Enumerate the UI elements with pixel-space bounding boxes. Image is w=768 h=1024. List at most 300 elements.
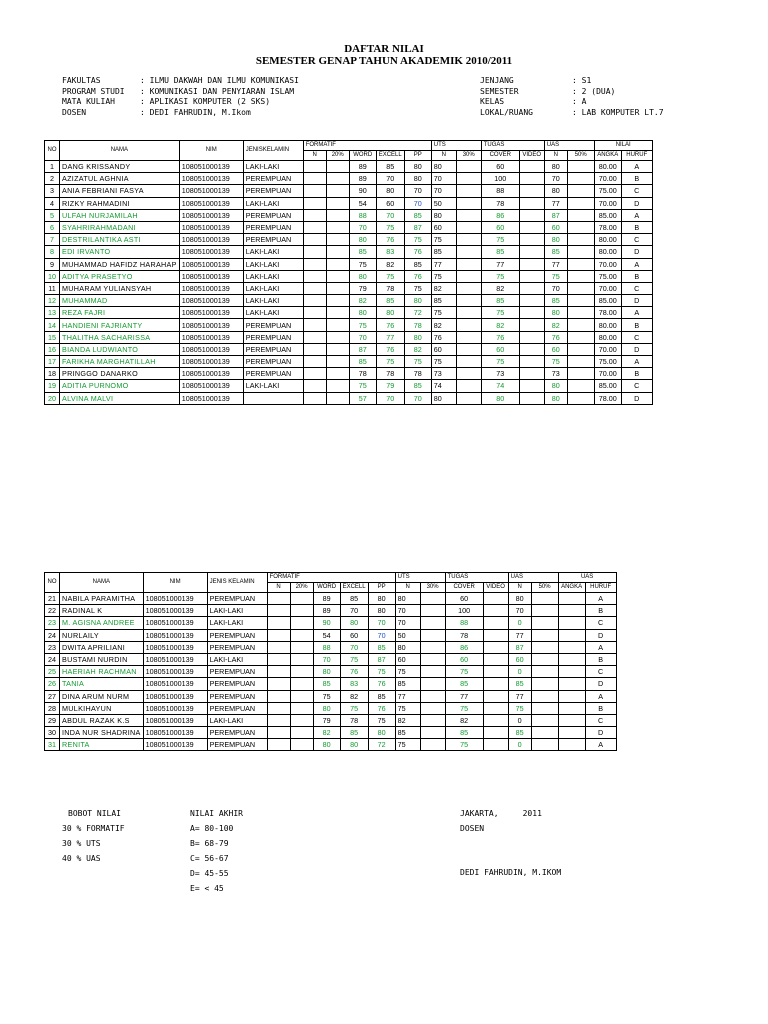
cell-huruf: C — [621, 282, 652, 294]
cell-no: 7 — [45, 234, 60, 246]
cell-formatif-20 — [326, 307, 349, 319]
cell-no: 14 — [45, 319, 60, 331]
cell-uts: 80 — [431, 392, 456, 404]
cell-word: 70 — [349, 221, 376, 233]
nilai-item: E= < 45 — [190, 884, 224, 893]
subheader-huruf: HURUF — [621, 151, 652, 161]
cell-video — [519, 356, 544, 368]
cell-video — [483, 702, 508, 714]
cell-word: 79 — [349, 282, 376, 294]
cell-pp: 85 — [368, 690, 395, 702]
cell-jenis-kelamin: PEREMPUAN — [243, 356, 303, 368]
table-row — [45, 234, 653, 246]
cell-pp: 80 — [368, 593, 395, 605]
cell-nim: 108051000139 — [179, 185, 243, 197]
table-row — [45, 380, 653, 392]
cell-cover: 77 — [445, 690, 483, 702]
cell-no: 24 — [45, 629, 60, 641]
cell-cover: 86 — [481, 209, 519, 221]
cell-nama: RIZKY RAHMADINI — [60, 197, 180, 209]
cell-no: 28 — [45, 702, 60, 714]
cell-video — [519, 270, 544, 282]
cell-uts: 85 — [395, 727, 420, 739]
cell-uas-50 — [567, 307, 594, 319]
cell-uas-50 — [567, 282, 594, 294]
cell-pp: 85 — [368, 641, 395, 653]
info-label: MATA KULIAH — [62, 97, 115, 106]
cell-uts-30 — [420, 690, 445, 702]
cell-video — [519, 173, 544, 185]
cell-angka — [558, 714, 585, 726]
cell-nama: DESTRILANTIKA ASTI — [60, 234, 180, 246]
cell-video — [519, 209, 544, 221]
cell-angka: 80.00 — [594, 234, 621, 246]
cell-nim: 108051000139 — [179, 368, 243, 380]
cell-uts-30 — [420, 641, 445, 653]
cell-formatif-n — [303, 173, 326, 185]
cell-video — [483, 714, 508, 726]
cell-huruf: C — [621, 380, 652, 392]
table-row — [45, 666, 617, 678]
cell-pp: 72 — [368, 739, 395, 751]
cell-formatif-20 — [326, 331, 349, 343]
cell-uts: 82 — [431, 319, 456, 331]
cell-uts: 80 — [395, 641, 420, 653]
cell-angka — [558, 593, 585, 605]
cell-pp: 80 — [404, 173, 431, 185]
header-tugas: TUGAS — [481, 141, 544, 151]
cell-excell: 70 — [376, 209, 404, 221]
cell-uts-30 — [456, 343, 481, 355]
cell-cover: 75 — [445, 739, 483, 751]
cell-nama: FARIKHA MARGHATILLAH — [60, 356, 180, 368]
cell-nama: DANG KRISSANDY — [60, 161, 180, 173]
cell-uts-30 — [420, 666, 445, 678]
cell-formatif-n — [303, 343, 326, 355]
cell-jenis-kelamin: PEREMPUAN — [243, 209, 303, 221]
cell-excell: 82 — [376, 258, 404, 270]
subheader-p20: 20% — [290, 583, 313, 593]
cell-huruf: A — [585, 593, 616, 605]
cell-uas: 70 — [544, 173, 567, 185]
header-jenis-kelamin: JENISKELAMIN — [243, 141, 303, 161]
cell-uas-50 — [531, 593, 558, 605]
cell-jenis-kelamin: PEREMPUAN — [207, 678, 267, 690]
cell-nama: ULFAH NURJAMILAH — [60, 209, 180, 221]
cell-formatif-20 — [290, 641, 313, 653]
cell-pp: 80 — [404, 161, 431, 173]
cell-cover: 75 — [481, 234, 519, 246]
cell-uas-50 — [567, 221, 594, 233]
cell-uts-30 — [420, 727, 445, 739]
cell-word: 57 — [349, 392, 376, 404]
cell-uas-50 — [531, 678, 558, 690]
info-row — [480, 108, 664, 119]
cell-uts: 60 — [431, 343, 456, 355]
cell-huruf: D — [621, 295, 652, 307]
cell-cover: 73 — [481, 368, 519, 380]
subheader-n3: N — [544, 151, 567, 161]
cell-excell: 75 — [340, 653, 368, 665]
cell-word: 75 — [349, 380, 376, 392]
cell-jenis-kelamin: PEREMPUAN — [207, 739, 267, 751]
cell-jenis-kelamin: LAKI-LAKI — [243, 295, 303, 307]
bobot-item: 30 % UTS — [62, 839, 101, 848]
cell-excell: 75 — [376, 270, 404, 282]
cell-huruf: A — [585, 739, 616, 751]
cell-uas: 77 — [508, 629, 531, 641]
cell-nama: MUHAMMAD HAFIDZ HARAHAP — [60, 258, 180, 270]
cell-excell: 80 — [340, 617, 368, 629]
cell-nim: 108051000139 — [179, 343, 243, 355]
cell-no: 10 — [45, 270, 60, 282]
cell-uas: 80 — [544, 392, 567, 404]
cell-formatif-n — [303, 246, 326, 258]
cell-uts-30 — [420, 653, 445, 665]
cell-nim: 108051000139 — [179, 380, 243, 392]
cell-huruf: C — [585, 714, 616, 726]
cell-uts-30 — [456, 258, 481, 270]
cell-nim: 108051000139 — [143, 653, 207, 665]
info-value: : A — [572, 97, 587, 106]
info-value: : 2 (DUA) — [572, 86, 616, 96]
bobot-item: 40 % UAS — [62, 854, 101, 863]
cell-word: 82 — [349, 295, 376, 307]
cell-angka: 85.00 — [594, 209, 621, 221]
cell-formatif-n — [303, 185, 326, 197]
left-info-block — [62, 76, 299, 118]
table-row — [45, 185, 653, 197]
cell-uts-30 — [420, 605, 445, 617]
cell-huruf: C — [585, 666, 616, 678]
cell-formatif-n — [303, 161, 326, 173]
cell-no: 26 — [45, 678, 60, 690]
header-uts: UTS — [395, 573, 445, 583]
cell-uts-30 — [420, 678, 445, 690]
cell-uts-30 — [456, 392, 481, 404]
cell-excell: 80 — [340, 739, 368, 751]
cell-no: 13 — [45, 307, 60, 319]
cell-no: 5 — [45, 209, 60, 221]
cell-uts-30 — [420, 629, 445, 641]
cell-uts-30 — [456, 307, 481, 319]
cell-uas: 60 — [544, 343, 567, 355]
cell-formatif-n — [267, 605, 290, 617]
cell-jenis-kelamin: PEREMPUAN — [243, 331, 303, 343]
cell-word: 75 — [313, 690, 340, 702]
cell-formatif-n — [303, 221, 326, 233]
cell-excell: 70 — [340, 605, 368, 617]
cell-formatif-n — [267, 593, 290, 605]
cell-uas-50 — [567, 270, 594, 282]
header-nilai: NILAI — [594, 141, 652, 151]
cell-formatif-20 — [326, 282, 349, 294]
table-row — [45, 295, 653, 307]
cell-uas: 77 — [544, 197, 567, 209]
cell-nim: 108051000139 — [143, 727, 207, 739]
info-label: SEMESTER — [480, 86, 519, 96]
cell-uas-50 — [567, 258, 594, 270]
cell-uas: 80 — [544, 185, 567, 197]
cell-jenis-kelamin: LAKI-LAKI — [207, 605, 267, 617]
cell-jenis-kelamin: LAKI-LAKI — [243, 246, 303, 258]
cell-word: 87 — [349, 343, 376, 355]
cell-video — [483, 605, 508, 617]
cell-formatif-n — [267, 666, 290, 678]
dosen-label: DOSEN — [460, 824, 485, 833]
cell-nama: ANIA FEBRIANI FASYA — [60, 185, 180, 197]
cell-nim: 108051000139 — [143, 641, 207, 653]
cell-video — [519, 331, 544, 343]
info-row — [480, 76, 664, 87]
cell-no: 3 — [45, 185, 60, 197]
cell-nama: TANIA — [60, 678, 144, 690]
cell-formatif-20 — [290, 629, 313, 641]
cell-uas: 77 — [508, 690, 531, 702]
cell-uts-30 — [456, 319, 481, 331]
cell-no: 1 — [45, 161, 60, 173]
cell-uts-30 — [420, 593, 445, 605]
cell-excell: 85 — [340, 727, 368, 739]
cell-formatif-20 — [290, 605, 313, 617]
cell-formatif-20 — [290, 617, 313, 629]
cell-formatif-n — [267, 690, 290, 702]
info-row — [62, 76, 299, 87]
cell-uts: 70 — [431, 185, 456, 197]
cell-cover: 82 — [445, 714, 483, 726]
cell-uas: 80 — [544, 234, 567, 246]
cell-nama: DWITA APRILIANI — [60, 641, 144, 653]
cell-formatif-20 — [290, 593, 313, 605]
cell-formatif-n — [267, 629, 290, 641]
cell-word: 80 — [313, 666, 340, 678]
cell-uts-30 — [420, 702, 445, 714]
cell-pp: 75 — [404, 356, 431, 368]
cell-formatif-20 — [326, 380, 349, 392]
cell-pp: 70 — [368, 629, 395, 641]
table-row — [45, 221, 653, 233]
cell-huruf: D — [585, 727, 616, 739]
cell-nama: HANDIENI FAJRIANTY — [60, 319, 180, 331]
info-value: : APLIKASI KOMPUTER (2 SKS) — [140, 97, 271, 106]
cell-excell: 60 — [376, 197, 404, 209]
cell-uas-50 — [567, 295, 594, 307]
cell-word: 89 — [313, 593, 340, 605]
right-info-block — [480, 76, 664, 118]
cell-formatif-20 — [326, 173, 349, 185]
cell-no: 9 — [45, 258, 60, 270]
cell-uts-30 — [456, 246, 481, 258]
cell-angka — [558, 690, 585, 702]
cell-jenis-kelamin: PEREMPUAN — [243, 173, 303, 185]
cell-excell: 76 — [376, 234, 404, 246]
cell-uts-30 — [420, 714, 445, 726]
cell-excell: 70 — [376, 173, 404, 185]
subheader-pp: PP — [368, 583, 395, 593]
dosen-name: DEDI FAHRUDIN, M.IKOM — [460, 868, 562, 877]
cell-formatif-n — [303, 380, 326, 392]
cell-formatif-n — [303, 368, 326, 380]
cell-jenis-kelamin: PEREMPUAN — [207, 690, 267, 702]
cell-angka — [558, 727, 585, 739]
cell-video — [519, 295, 544, 307]
cell-huruf: A — [585, 641, 616, 653]
cell-uts-30 — [456, 380, 481, 392]
cell-uts-30 — [456, 270, 481, 282]
cell-uts-30 — [456, 331, 481, 343]
table-row — [45, 161, 653, 173]
table-row — [45, 173, 653, 185]
cell-excell: 70 — [340, 641, 368, 653]
cell-nama: NABILA PARAMITHA — [60, 593, 144, 605]
cell-nama: MULKIHAYUN — [60, 702, 144, 714]
cell-nim: 108051000139 — [179, 209, 243, 221]
table-row — [45, 368, 653, 380]
cell-word: 90 — [349, 185, 376, 197]
cell-angka: 78.00 — [594, 392, 621, 404]
cell-pp: 75 — [404, 282, 431, 294]
cell-angka: 80.00 — [594, 331, 621, 343]
cell-video — [519, 319, 544, 331]
info-value: : DEDI FAHRUDIN, M.Ikom — [140, 107, 251, 117]
cell-uts: 76 — [431, 331, 456, 343]
cell-angka — [558, 653, 585, 665]
cell-angka: 85.00 — [594, 295, 621, 307]
cell-uts: 85 — [395, 678, 420, 690]
cell-nama: RENITA — [60, 739, 144, 751]
cell-no: 31 — [45, 739, 60, 751]
cell-no: 22 — [45, 605, 60, 617]
subheader-p50: 50% — [567, 151, 594, 161]
cell-nama: INDA NUR SHADRINA — [60, 727, 144, 739]
cell-formatif-n — [267, 739, 290, 751]
table-row — [45, 714, 617, 726]
cell-formatif-n — [267, 702, 290, 714]
cell-no: 12 — [45, 295, 60, 307]
cell-uts: 50 — [395, 629, 420, 641]
header-nama: NAMA — [60, 573, 144, 593]
cell-huruf: D — [621, 343, 652, 355]
nilai-item: C= 56-67 — [190, 854, 229, 863]
cell-video — [519, 282, 544, 294]
info-value: : LAB KOMPUTER LT.7 — [572, 107, 664, 117]
cell-jenis-kelamin: PEREMPUAN — [243, 319, 303, 331]
cell-angka: 70.00 — [594, 173, 621, 185]
cell-nama: NURLAILY — [60, 629, 144, 641]
cell-uas-50 — [567, 331, 594, 343]
cell-no: 8 — [45, 246, 60, 258]
cell-cover: 82 — [481, 282, 519, 294]
info-label: PROGRAM STUDI — [62, 86, 125, 96]
cell-uas: 75 — [544, 356, 567, 368]
cell-uts-30 — [456, 197, 481, 209]
cell-pp: 76 — [368, 678, 395, 690]
bobot-title: BOBOT NILAI — [68, 809, 121, 818]
cell-cover: 85 — [481, 295, 519, 307]
table-row — [45, 392, 653, 404]
cell-formatif-20 — [326, 295, 349, 307]
cell-video — [483, 727, 508, 739]
subheader-cover: COVER — [481, 151, 519, 161]
cell-uas-50 — [531, 629, 558, 641]
cell-no: 4 — [45, 197, 60, 209]
cell-nama: EDI IRVANTO — [60, 246, 180, 258]
cell-formatif-20 — [326, 197, 349, 209]
cell-huruf: C — [585, 617, 616, 629]
cell-formatif-20 — [290, 739, 313, 751]
cell-cover: 75 — [445, 666, 483, 678]
cell-excell: 83 — [340, 678, 368, 690]
cell-nama: SYAHRIRAHMADANI — [60, 221, 180, 233]
cell-formatif-20 — [326, 209, 349, 221]
cell-formatif-20 — [290, 690, 313, 702]
cell-uas: 75 — [508, 702, 531, 714]
cell-pp: 70 — [368, 617, 395, 629]
cell-video — [519, 234, 544, 246]
cell-pp: 80 — [368, 727, 395, 739]
subheader-huruf: HURUF — [585, 583, 616, 593]
header-jenis-kelamin: JENIS KELAMIN — [207, 573, 267, 593]
table-row — [45, 739, 617, 751]
cell-nim: 108051000139 — [179, 295, 243, 307]
cell-formatif-n — [267, 678, 290, 690]
cell-word: 82 — [313, 727, 340, 739]
cell-angka — [558, 702, 585, 714]
cell-jenis-kelamin: PEREMPUAN — [207, 641, 267, 653]
cell-uts: 80 — [431, 161, 456, 173]
cell-cover: 75 — [481, 307, 519, 319]
subheader-n: N — [303, 151, 326, 161]
table-row — [45, 209, 653, 221]
cell-uas-50 — [531, 641, 558, 653]
cell-pp: 85 — [404, 258, 431, 270]
cell-nim: 108051000139 — [179, 282, 243, 294]
cell-formatif-20 — [326, 368, 349, 380]
cell-excell: 75 — [340, 702, 368, 714]
cell-word: 85 — [349, 246, 376, 258]
cell-jenis-kelamin: LAKI-LAKI — [207, 653, 267, 665]
cell-excell: 80 — [376, 185, 404, 197]
cell-pp: 87 — [368, 653, 395, 665]
cell-video — [483, 678, 508, 690]
cell-jenis-kelamin: LAKI-LAKI — [243, 270, 303, 282]
cell-nim: 108051000139 — [143, 678, 207, 690]
cell-nama: REZA FAJRI — [60, 307, 180, 319]
cell-word: 70 — [349, 331, 376, 343]
cell-jenis-kelamin: PEREMPUAN — [207, 666, 267, 678]
cell-formatif-20 — [326, 319, 349, 331]
cell-formatif-20 — [326, 270, 349, 282]
cell-uas-50 — [531, 653, 558, 665]
cell-pp: 76 — [368, 702, 395, 714]
cell-formatif-n — [303, 234, 326, 246]
cell-uas-50 — [567, 209, 594, 221]
cell-uts: 70 — [431, 173, 456, 185]
cell-formatif-n — [303, 270, 326, 282]
cell-no: 24 — [45, 653, 60, 665]
cell-uas-50 — [567, 356, 594, 368]
cell-formatif-20 — [290, 714, 313, 726]
header-uts: UTS — [431, 141, 481, 151]
cell-cover: 60 — [445, 593, 483, 605]
info-label: JENJANG — [480, 76, 514, 85]
cell-nama: BUSTAMI NURDIN — [60, 653, 144, 665]
cell-no: 6 — [45, 221, 60, 233]
cell-word: 90 — [313, 617, 340, 629]
cell-huruf: D — [585, 629, 616, 641]
cell-uas: 73 — [544, 368, 567, 380]
cell-formatif-20 — [290, 678, 313, 690]
